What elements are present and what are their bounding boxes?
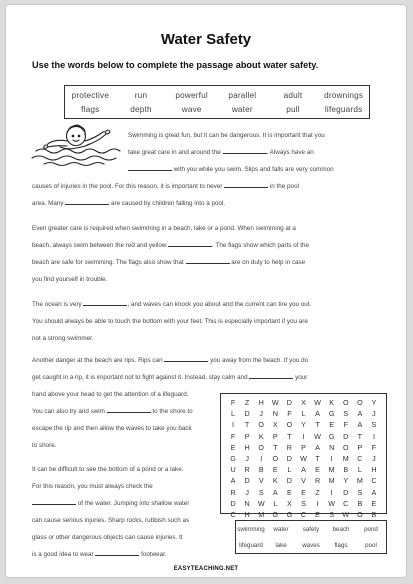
word-search-letter[interactable]: C [300,510,307,520]
passage-text: to shore. [32,442,57,449]
fill-in-blank[interactable] [223,147,267,154]
swimming-child-illustration [30,121,126,167]
passage-text: . The flags show which parts of the [212,242,309,249]
word-search-letter[interactable]: C [371,476,377,486]
word-search-letter[interactable]: F [343,420,348,430]
word-bank-item: flags [81,104,100,114]
word-search-letter[interactable]: R [244,465,250,475]
passage-text: is a good idea to wear [32,551,94,558]
word-search-letter[interactable]: W [314,398,321,407]
word-search-letter[interactable]: G [328,409,335,419]
search-word: water [273,525,289,533]
fill-in-blank[interactable] [83,299,127,306]
passage-text: The ocean is very [32,301,82,308]
paragraph-line [128,127,325,144]
word-search-letter[interactable]: A [371,487,377,497]
word-search-letter[interactable]: S [258,487,264,497]
word-search-letter[interactable]: I [232,420,235,430]
word-bank-item: protective [71,90,110,100]
word-bank-item: drownings [324,90,364,100]
word-search-letter[interactable]: D [343,431,349,441]
word-search-letter[interactable]: X [272,420,278,430]
word-search-letter[interactable]: S [329,510,335,520]
passage-text: escape the rip and then allow the waves to take you back [32,425,192,432]
paragraph-line [32,254,305,271]
word-search-letter[interactable]: L [273,498,278,508]
paragraph-line [32,461,183,478]
passage-text: get caught in a rip, it is important not to fight against it. Instead, stay calm and [32,374,248,381]
passage-text: with you while you swim. Slips and falls are very common [173,166,334,173]
paragraph-line [32,512,189,529]
word-search-letter[interactable]: K [272,476,278,486]
word-search-letter[interactable]: U [230,465,236,475]
word-search-grid [220,393,387,520]
paragraph-line [32,386,189,403]
word-search-letter[interactable]: D [286,476,292,486]
word-search-letter[interactable]: M [356,476,363,486]
search-word: pool [365,541,377,549]
fill-in-blank[interactable] [128,164,172,171]
word-search-letter[interactable]: A [301,465,306,475]
word-search-letter[interactable]: A [230,476,236,486]
search-word: lifeguard [239,541,263,549]
word-search-letter[interactable]: R [314,476,321,486]
word-search-letter[interactable]: B [343,465,349,475]
paragraph-line [32,195,225,212]
word-search-letter[interactable]: T [315,420,320,430]
word-search-letter[interactable]: A [357,409,363,419]
word-search-letter[interactable]: O [342,398,349,407]
word-search-letter[interactable]: C [357,454,363,464]
paragraph-line [32,420,192,437]
paragraph-line [32,546,167,563]
word-search-letter[interactable]: M [258,510,265,520]
word-search-letter[interactable]: W [314,431,321,441]
passage-text: You should always be able to touch the bottom with your feet. This is especially important if you are [32,318,308,325]
word-search-letter[interactable]: I [330,487,333,497]
search-word: lake [275,541,287,549]
word-search-letter[interactable]: Z [244,398,250,407]
word-search-letter[interactable]: H [244,442,250,452]
word-search-letter[interactable]: N [272,409,278,419]
word-search-letter[interactable]: T [273,442,278,452]
paragraph-line [32,220,296,237]
word-search-letter[interactable]: P [244,431,250,441]
word-search-letter[interactable]: Y [371,398,377,407]
word-search-letter[interactable]: I [302,431,305,441]
paragraph-line [32,330,94,347]
passage-text: glass or other dangerous objects can cause injuries. It [32,534,183,541]
word-search-letter[interactable]: L [287,465,292,475]
word-bank-item: adult [283,90,303,100]
word-search-letter[interactable]: E [272,465,278,475]
word-search-letter[interactable]: P [357,442,363,452]
word-search-letter[interactable]: Y [301,420,306,430]
passage-text: not a strong swimmer. [32,335,94,342]
paragraph-line [32,237,309,254]
paragraph-line [32,352,308,369]
passage-text: Another danger at the beach are rips. Rips can [32,357,163,364]
word-search-letter[interactable]: P [301,442,306,452]
paragraph-line [32,437,57,454]
search-word: waves [302,541,320,549]
paragraph-line [32,495,189,512]
fill-in-blank[interactable] [186,257,230,264]
word-search-letter[interactable]: W [342,510,350,520]
passage-text: in the pool [269,183,299,190]
passage-text: It can be difficult to see the bottom of a pond or a lake. [32,466,184,473]
passage-text: For this reason, you must always check the [32,483,153,490]
passage-text: you away from the beach. If you do [210,357,309,364]
passage-text: can cause serious injuries. Sharp rocks, rubbish such as [32,517,190,524]
word-bank-item: lifeguards [324,104,363,114]
passage-text: are caused by children falling into a pool. [111,200,226,207]
word-search-letter[interactable]: X [301,398,306,407]
fill-in-blank[interactable] [249,372,293,379]
word-search-letter[interactable]: I [330,454,333,464]
passage-text: causes of injuries in the pool. For this reason, it is important to never [32,183,223,190]
search-word: safety [302,525,320,533]
word-search-letter[interactable]: E [371,498,377,508]
word-bank-item: pull [286,104,300,114]
passage-text: take great care in and around the [128,149,221,156]
word-search-letter[interactable]: T [244,420,250,430]
word-search-letter[interactable]: A [272,487,278,497]
word-search-letter[interactable]: W [257,498,265,508]
passage-text: Swimming is great fun, but it can be dangerous. It is important that you [128,132,325,139]
search-word: swimming [237,525,265,533]
word-search-letter[interactable]: F [230,431,236,441]
word-bank [64,85,370,119]
word-bank-item: run [134,90,148,100]
word-search-letter[interactable]: H [244,510,250,520]
passage-text: to the shore to [152,408,193,415]
passage-text: your [295,374,308,381]
word-search-letter[interactable]: N [329,442,335,452]
word-search-letter[interactable]: J [245,454,249,464]
word-search-letter[interactable]: H [258,398,264,407]
word-search-letter[interactable]: M [342,454,349,464]
word-search-letter[interactable]: B [258,465,264,475]
paragraph-line [128,144,314,161]
word-search-letter[interactable]: E [287,487,292,497]
word-search-letter[interactable]: D [230,498,236,508]
word-search-letter[interactable]: L [357,465,362,475]
word-search-letter[interactable]: O [258,442,265,452]
word-bank-item: water [231,104,253,114]
word-search-letter[interactable]: K [258,431,264,441]
word-search-letter[interactable]: C [343,498,349,508]
page-title: Water Safety [160,31,252,48]
word-search-letter[interactable]: D [343,487,349,497]
paragraph-line [32,178,299,195]
fill-in-blank[interactable] [164,355,208,362]
word-search-letter[interactable]: H [371,465,377,475]
passage-text: footwear. [141,551,167,558]
word-search-letter[interactable]: Y [343,476,349,486]
word-search-word-list [235,520,387,554]
paragraph-line [32,529,183,546]
fill-in-blank[interactable] [95,549,139,556]
word-search-letter[interactable]: J [372,454,376,464]
passage-text: area. Many [32,200,64,207]
word-search-letter[interactable]: E [329,420,335,430]
word-bank-item: depth [130,104,152,114]
passage-text: you find yourself in trouble. [32,276,108,283]
word-search-letter[interactable]: I [316,498,319,508]
word-search-letter[interactable]: O [258,420,265,430]
word-search-letter[interactable]: A [357,420,363,430]
word-search-letter[interactable]: B [371,510,377,520]
passage-text: You can also try and swim [32,408,105,415]
word-search-letter[interactable]: E [315,465,320,475]
word-search-letter[interactable]: M [328,465,335,475]
worksheet-page [5,4,407,578]
fill-in-blank[interactable] [107,406,151,413]
word-search-letter[interactable]: S [357,487,363,497]
paragraph-line [32,403,193,420]
word-search-letter[interactable]: F [287,409,292,419]
passage-text: Even greater care is required when swimming in a beach, lake or a pond. When swimming at a [32,225,296,232]
word-search-letter[interactable]: T [287,431,292,441]
word-search-letter[interactable]: I [260,454,263,464]
word-search-letter[interactable]: G [272,510,279,520]
word-search-letter[interactable]: D [286,398,292,407]
paragraph-line [32,296,311,313]
instruction-text: Use the words below to complete the passage about water safety. [32,60,319,70]
fill-in-blank[interactable] [32,498,76,505]
paragraph-line [32,271,107,288]
word-search-letter[interactable]: E [315,510,320,520]
word-search-letter[interactable]: D [244,409,250,419]
word-search-letter[interactable]: V [301,476,306,486]
word-search-letter[interactable]: J [372,409,376,419]
word-search-letter[interactable]: I [372,431,375,441]
paragraph-line [32,369,307,386]
word-search-letter[interactable]: O [342,442,349,452]
word-search-letter[interactable]: A [315,442,320,452]
paragraph-line [32,478,153,495]
word-bank-item: powerful [175,90,208,100]
footer-brand: EASYTEACHING.NET [173,566,239,572]
word-search-letter[interactable]: A [315,409,320,419]
search-word: flags [334,541,348,549]
word-search-letter[interactable]: O [272,454,279,464]
search-word: beach [332,525,350,533]
word-search-letter[interactable]: L [301,409,306,419]
passage-text: beach, always swim between the red and yellow [32,242,167,249]
word-search-letter[interactable]: X [287,498,292,508]
word-search-letter[interactable]: P [272,431,278,441]
word-search-letter[interactable]: F [230,398,236,407]
word-search-letter[interactable]: C [230,510,236,520]
word-search-letter[interactable]: S [371,420,377,430]
word-search-letter[interactable]: T [315,454,320,464]
passage-text: , and waves can knock you about and the current can tire you out. [127,301,312,308]
paragraph-line [32,313,308,330]
word-search-letter[interactable]: R [230,487,236,497]
word-search-letter[interactable]: L [231,409,236,419]
word-search-letter[interactable]: D [286,454,292,464]
word-search-letter[interactable]: M [328,476,335,486]
word-search-letter[interactable]: T [357,431,363,441]
passage-text: hand above your head to get the attention of a lifeguard. [32,391,189,398]
search-word: pond [364,525,378,533]
word-search-letter[interactable]: G [230,454,236,464]
word-search-letter[interactable]: J [245,487,249,497]
word-search-letter[interactable]: W [328,498,336,508]
word-search-letter[interactable]: W [300,454,307,464]
word-search-letter[interactable]: V [258,476,264,486]
word-search-letter[interactable]: G [328,431,335,441]
word-search-letter[interactable]: D [244,476,250,486]
word-search-letter[interactable]: Z [315,487,320,497]
word-search-letter[interactable]: F [371,442,377,452]
word-search-letter[interactable]: N [244,498,250,508]
word-search-letter[interactable]: G [286,510,293,520]
word-search-letter[interactable]: O [357,510,363,520]
word-search-letter[interactable]: R [286,442,292,452]
word-search-letter[interactable]: B [357,498,363,508]
fill-in-blank[interactable] [65,198,109,205]
word-search-letter[interactable]: O [357,398,363,407]
word-search-letter[interactable]: S [343,409,349,419]
passage-text: . Always have an [266,149,314,156]
passage-text: beach are safe for swimming. The flags also show that [32,259,184,266]
word-search-letter[interactable]: E [301,487,306,497]
fill-in-blank[interactable] [168,240,212,247]
word-search-letter[interactable]: S [301,498,306,508]
word-search-letter[interactable]: J [259,409,264,419]
word-bank-item: parallel [228,90,257,100]
word-search-letter[interactable]: K [329,398,335,407]
word-search-letter[interactable]: O [286,420,293,430]
passage-text: are on duty to help in case [231,259,306,266]
word-bank-item: wave [181,104,202,114]
word-search-letter[interactable]: E [230,442,236,452]
fill-in-blank[interactable] [224,181,268,188]
passage-text: of the water. Jumping into shallow water [77,500,190,507]
word-search-letter[interactable]: W [271,398,279,407]
paragraph-line [128,161,334,178]
